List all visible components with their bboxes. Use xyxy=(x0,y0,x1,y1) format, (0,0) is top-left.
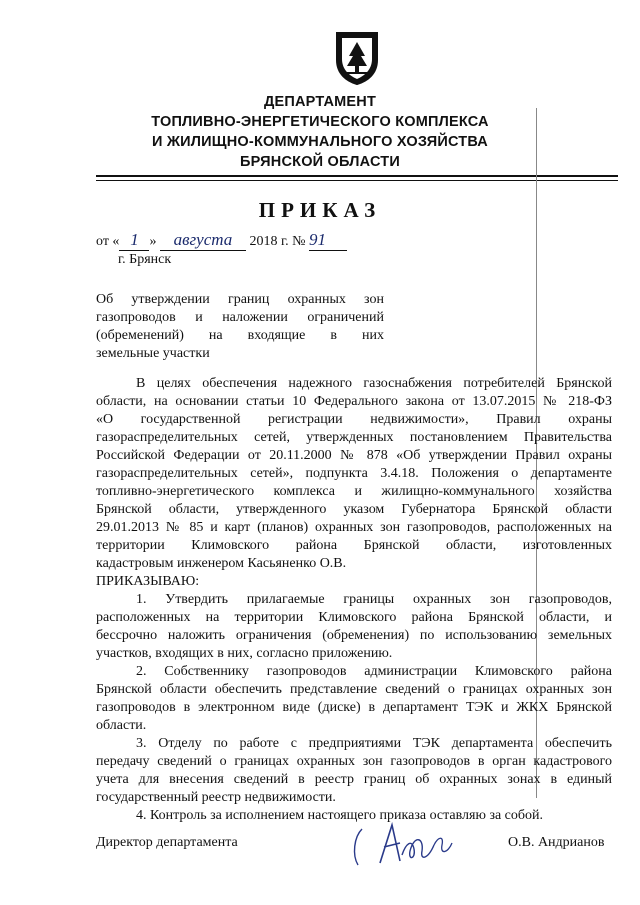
date-mid: » xyxy=(149,234,157,249)
date-prefix: от « xyxy=(96,234,120,249)
department-name-line-1: ДЕПАРТАМЕНТ xyxy=(263,94,377,110)
handwritten-signature xyxy=(350,815,460,875)
order-item-4: 4. Контроль за исполнением настоящего приказа оставляю за собой. xyxy=(136,808,544,823)
header-divider-thick xyxy=(96,175,618,177)
order-number: 91 xyxy=(309,230,347,251)
date-month: августа xyxy=(160,230,246,251)
order-word: ПРИКАЗЫВАЮ: xyxy=(96,574,200,589)
coat-of-arms-emblem xyxy=(334,30,380,86)
order-item-2: 2. Собственнику газопроводов администрации Климовского района Брянской области обеспечить представление сведений о границах охранных зон газопроводов в электронном виде (диске) в департамент ТЭК и ЖКХ Брянской области. xyxy=(96,664,612,733)
department-name-line-4: БРЯНСКОЙ ОБЛАСТИ xyxy=(240,154,400,170)
order-subject: Об утверждении границ охранных зон газопроводов и наложении ограничений (обременений) на входящие в них земельные участки xyxy=(96,292,384,361)
signatory-name: О.В. Андрианов xyxy=(508,835,605,850)
date-line xyxy=(96,230,347,251)
date-year: 2018 г. xyxy=(249,234,289,249)
date-day: 1 xyxy=(119,230,149,251)
city: г. Брянск xyxy=(118,252,172,267)
document-title: ПРИКАЗ xyxy=(258,198,382,222)
order-number-label: № xyxy=(292,234,306,249)
signatory-position: Директор департамента xyxy=(96,835,238,850)
department-name-line-2: ТОПЛИВНО-ЭНЕРГЕТИЧЕСКОГО КОМПЛЕКСА xyxy=(151,114,489,130)
order-item-3: 3. Отделу по работе с предприятиями ТЭК департамента обеспечить передачу сведений о границах охранных зон газопроводов в орган кадастрового учета для внесения сведений в реестр границ об охранных зонах в единый государственный реестр недвижимости. xyxy=(96,736,612,805)
preamble-paragraph: В целях обеспечения надежного газоснабжения потребителей Брянской области, на основании статьи 10 Федерального закона от 13.07.2015 № 218-ФЗ «О государственной регистрации недвижимости», Правил охраны газораспределительных сетей, утвержденных постановлением Правительства Российской Федерации от 20.11.2000 № 878 «Об утверждении Правил охраны газораспределительных сетей», подпункта 3.4.18. Положения о департаменте топливно-энергетического комплекса и жилищно-коммунального хозяйства Брянской области, утвержденного указом Губернатора Брянской области 29.01.2013 № 85 и карт (планов) охранных зон газопроводов, расположенных на территории Климовского района Брянской области, изготовленных кадастровым инженером Касьяненко О.В. xyxy=(96,376,612,571)
department-name-line-3: И ЖИЛИЩНО-КОММУНАЛЬНОГО ХОЗЯЙСТВА xyxy=(152,134,488,150)
order-item-1: 1. Утвердить прилагаемые границы охранных зон газопроводов, расположенных на территории Климовского района Брянской области, и бессрочно наложить ограничения (обременения) по использованию земельных участков, входящих в них, согласно приложению. xyxy=(96,592,612,661)
header-divider-thin xyxy=(96,180,618,181)
